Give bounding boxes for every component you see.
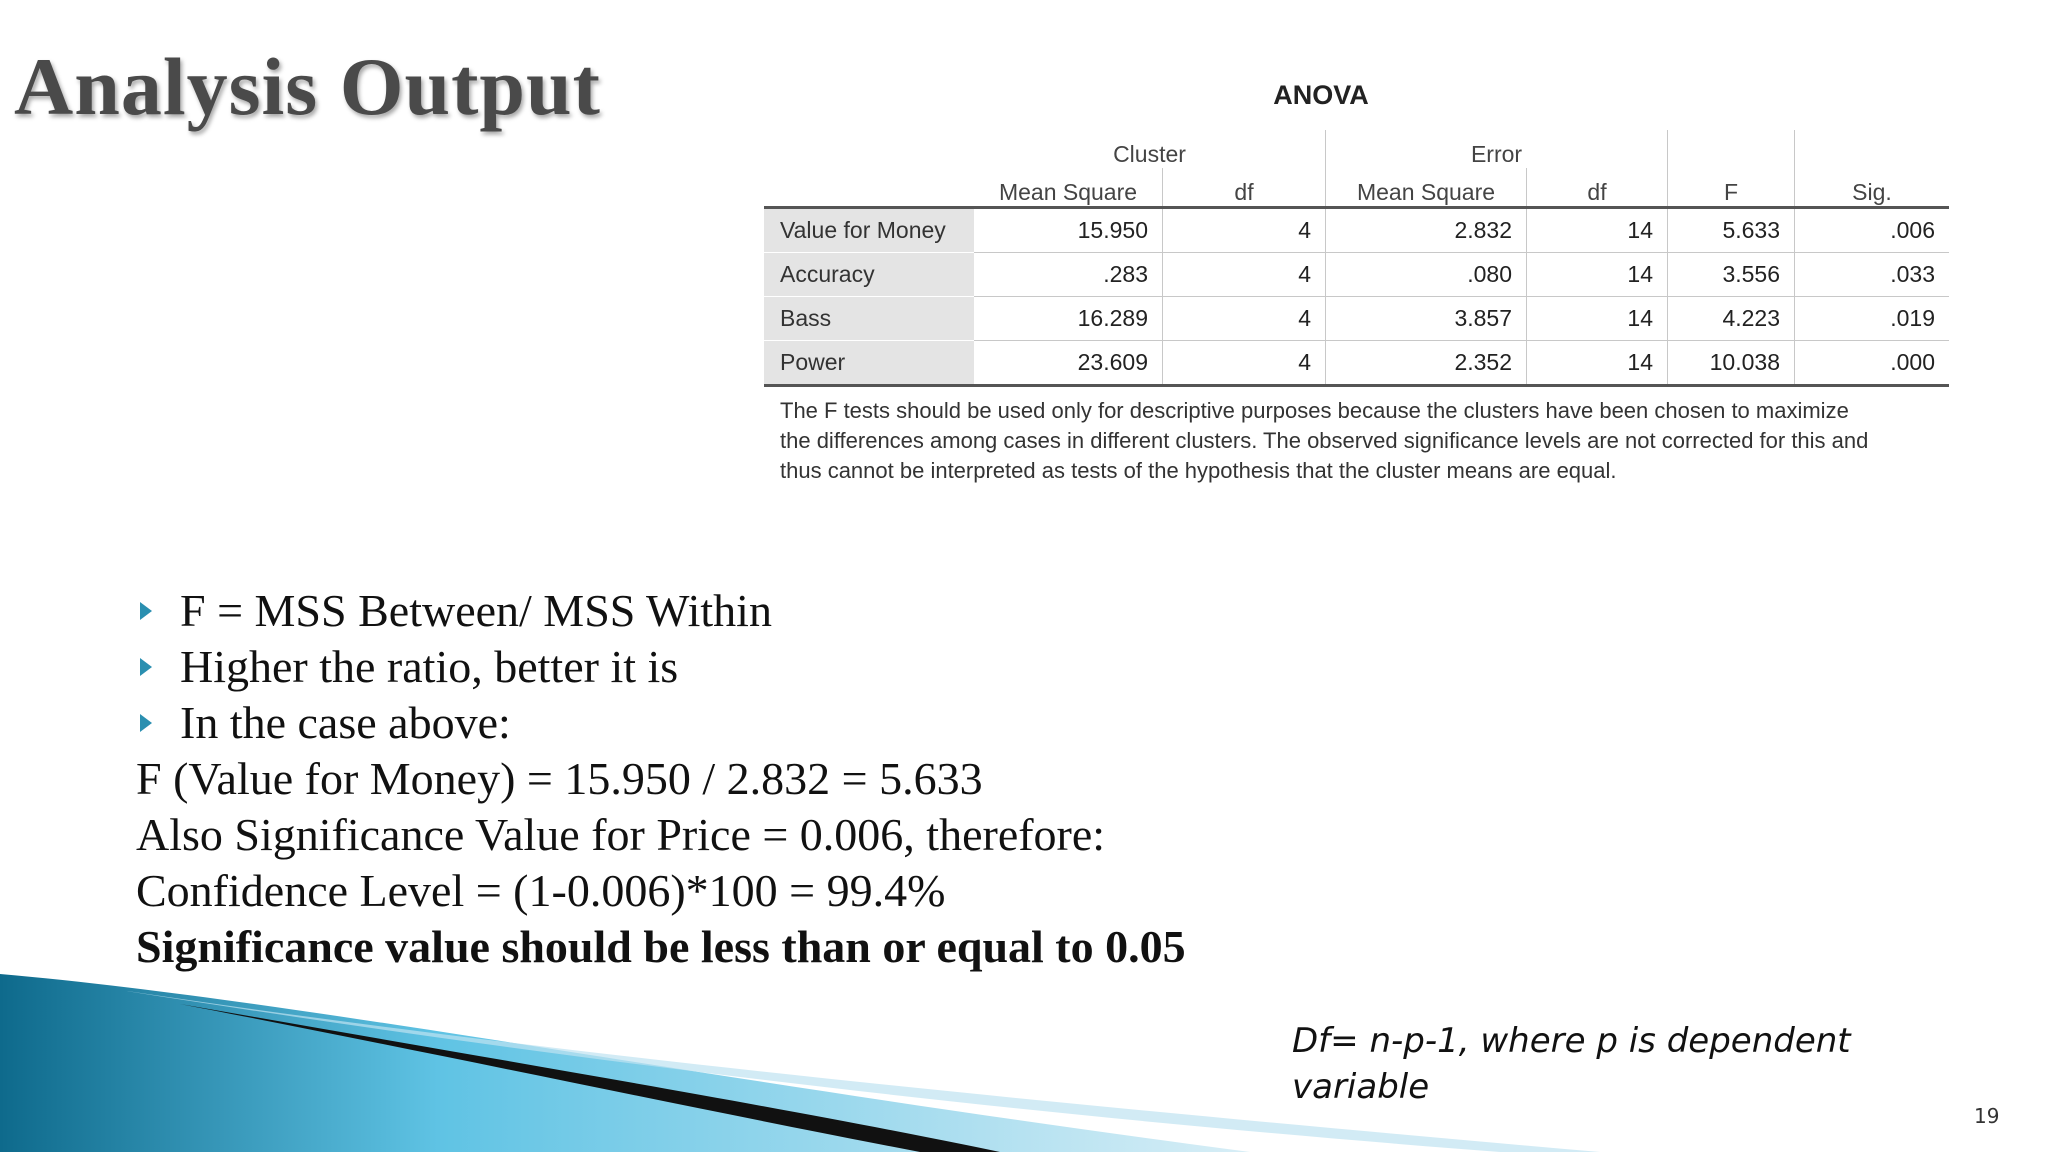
bullet-text: In the case above: [180,697,511,748]
bullet-item [136,695,772,751]
bullet-text: Higher the ratio, better it is [180,641,679,692]
col-cluster-df: df [1163,168,1326,208]
calculation-lines [136,751,1186,975]
cell-cluster-df: 4 [1163,253,1326,297]
anova-footnote: The F tests should be used only for descriptive purposes because the clusters have been chosen to maximize the differences among cases in different clusters. The observed significance levels are not corrected for this and thus cannot be interpreted as tests of the hypothesis that the cluster means are equal. [780,398,1869,483]
cell-error-df: 14 [1527,341,1668,386]
calculation-line: Confidence Level = (1-0.006)*100 = 99.4% [136,865,946,916]
cell-error-ms: 3.857 [1326,297,1527,341]
bullet-text: F = MSS Between/ MSS Within [180,585,772,636]
row-label: Bass [764,297,974,341]
row-label: Power [764,341,974,386]
table-row [764,341,1949,386]
table-row [764,297,1949,341]
cell-error-ms: .080 [1326,253,1527,297]
cell-error-ms: 2.832 [1326,208,1527,253]
table-row [764,208,1949,253]
anova-table [764,130,1949,387]
cell-error-ms: 2.352 [1326,341,1527,386]
cell-error-df: 14 [1527,208,1668,253]
cell-sig: .006 [1795,208,1950,253]
cell-f: 3.556 [1668,253,1795,297]
cell-sig: .033 [1795,253,1950,297]
bullet-list [136,583,772,751]
df-note: Df= n-p-1, where p is dependent variable [1292,1021,1851,1107]
bullet-item [136,639,772,695]
triangle-right-icon [140,602,152,620]
col-error-mean-square: Mean Square [1326,168,1527,208]
page-number: 19 [1974,1104,2000,1128]
bullet-item [136,583,772,639]
cell-f: 4.223 [1668,297,1795,341]
cell-error-df: 14 [1527,253,1668,297]
col-sig: Sig. [1795,168,1950,208]
cell-cluster-ms: 16.289 [974,297,1163,341]
cell-f: 5.633 [1668,208,1795,253]
calculation-line: Also Significance Value for Price = 0.006, therefore: [136,809,1106,860]
triangle-right-icon [140,658,152,676]
cell-f: 10.038 [1668,341,1795,386]
cell-cluster-df: 4 [1163,341,1326,386]
slide-title: Analysis Output [14,41,601,132]
anova-title: ANOVA [1273,80,1369,110]
col-f: F [1668,168,1795,208]
row-label: Accuracy [764,253,974,297]
table-row [764,253,1949,297]
triangle-right-icon [140,714,152,732]
error-group-header: Error [1326,130,1668,168]
anova-column-header-row [764,168,1949,208]
cell-cluster-ms: .283 [974,253,1163,297]
cell-error-df: 14 [1527,297,1668,341]
cluster-group-header: Cluster [1113,141,1186,167]
cell-sig: .000 [1795,341,1950,386]
cell-cluster-ms: 15.950 [974,208,1163,253]
calculation-line: F (Value for Money) = 15.950 / 2.832 = 5.633 [136,753,983,804]
col-error-df: df [1527,168,1668,208]
cell-cluster-df: 4 [1163,297,1326,341]
anova-group-header-row [764,130,1949,168]
cell-cluster-ms: 23.609 [974,341,1163,386]
col-cluster-mean-square: Mean Square [974,168,1163,208]
significance-rule: Significance value should be less than or equal to 0.05 [136,921,1186,972]
cell-cluster-df: 4 [1163,208,1326,253]
cell-sig: .019 [1795,297,1950,341]
row-label: Value for Money [764,208,974,253]
